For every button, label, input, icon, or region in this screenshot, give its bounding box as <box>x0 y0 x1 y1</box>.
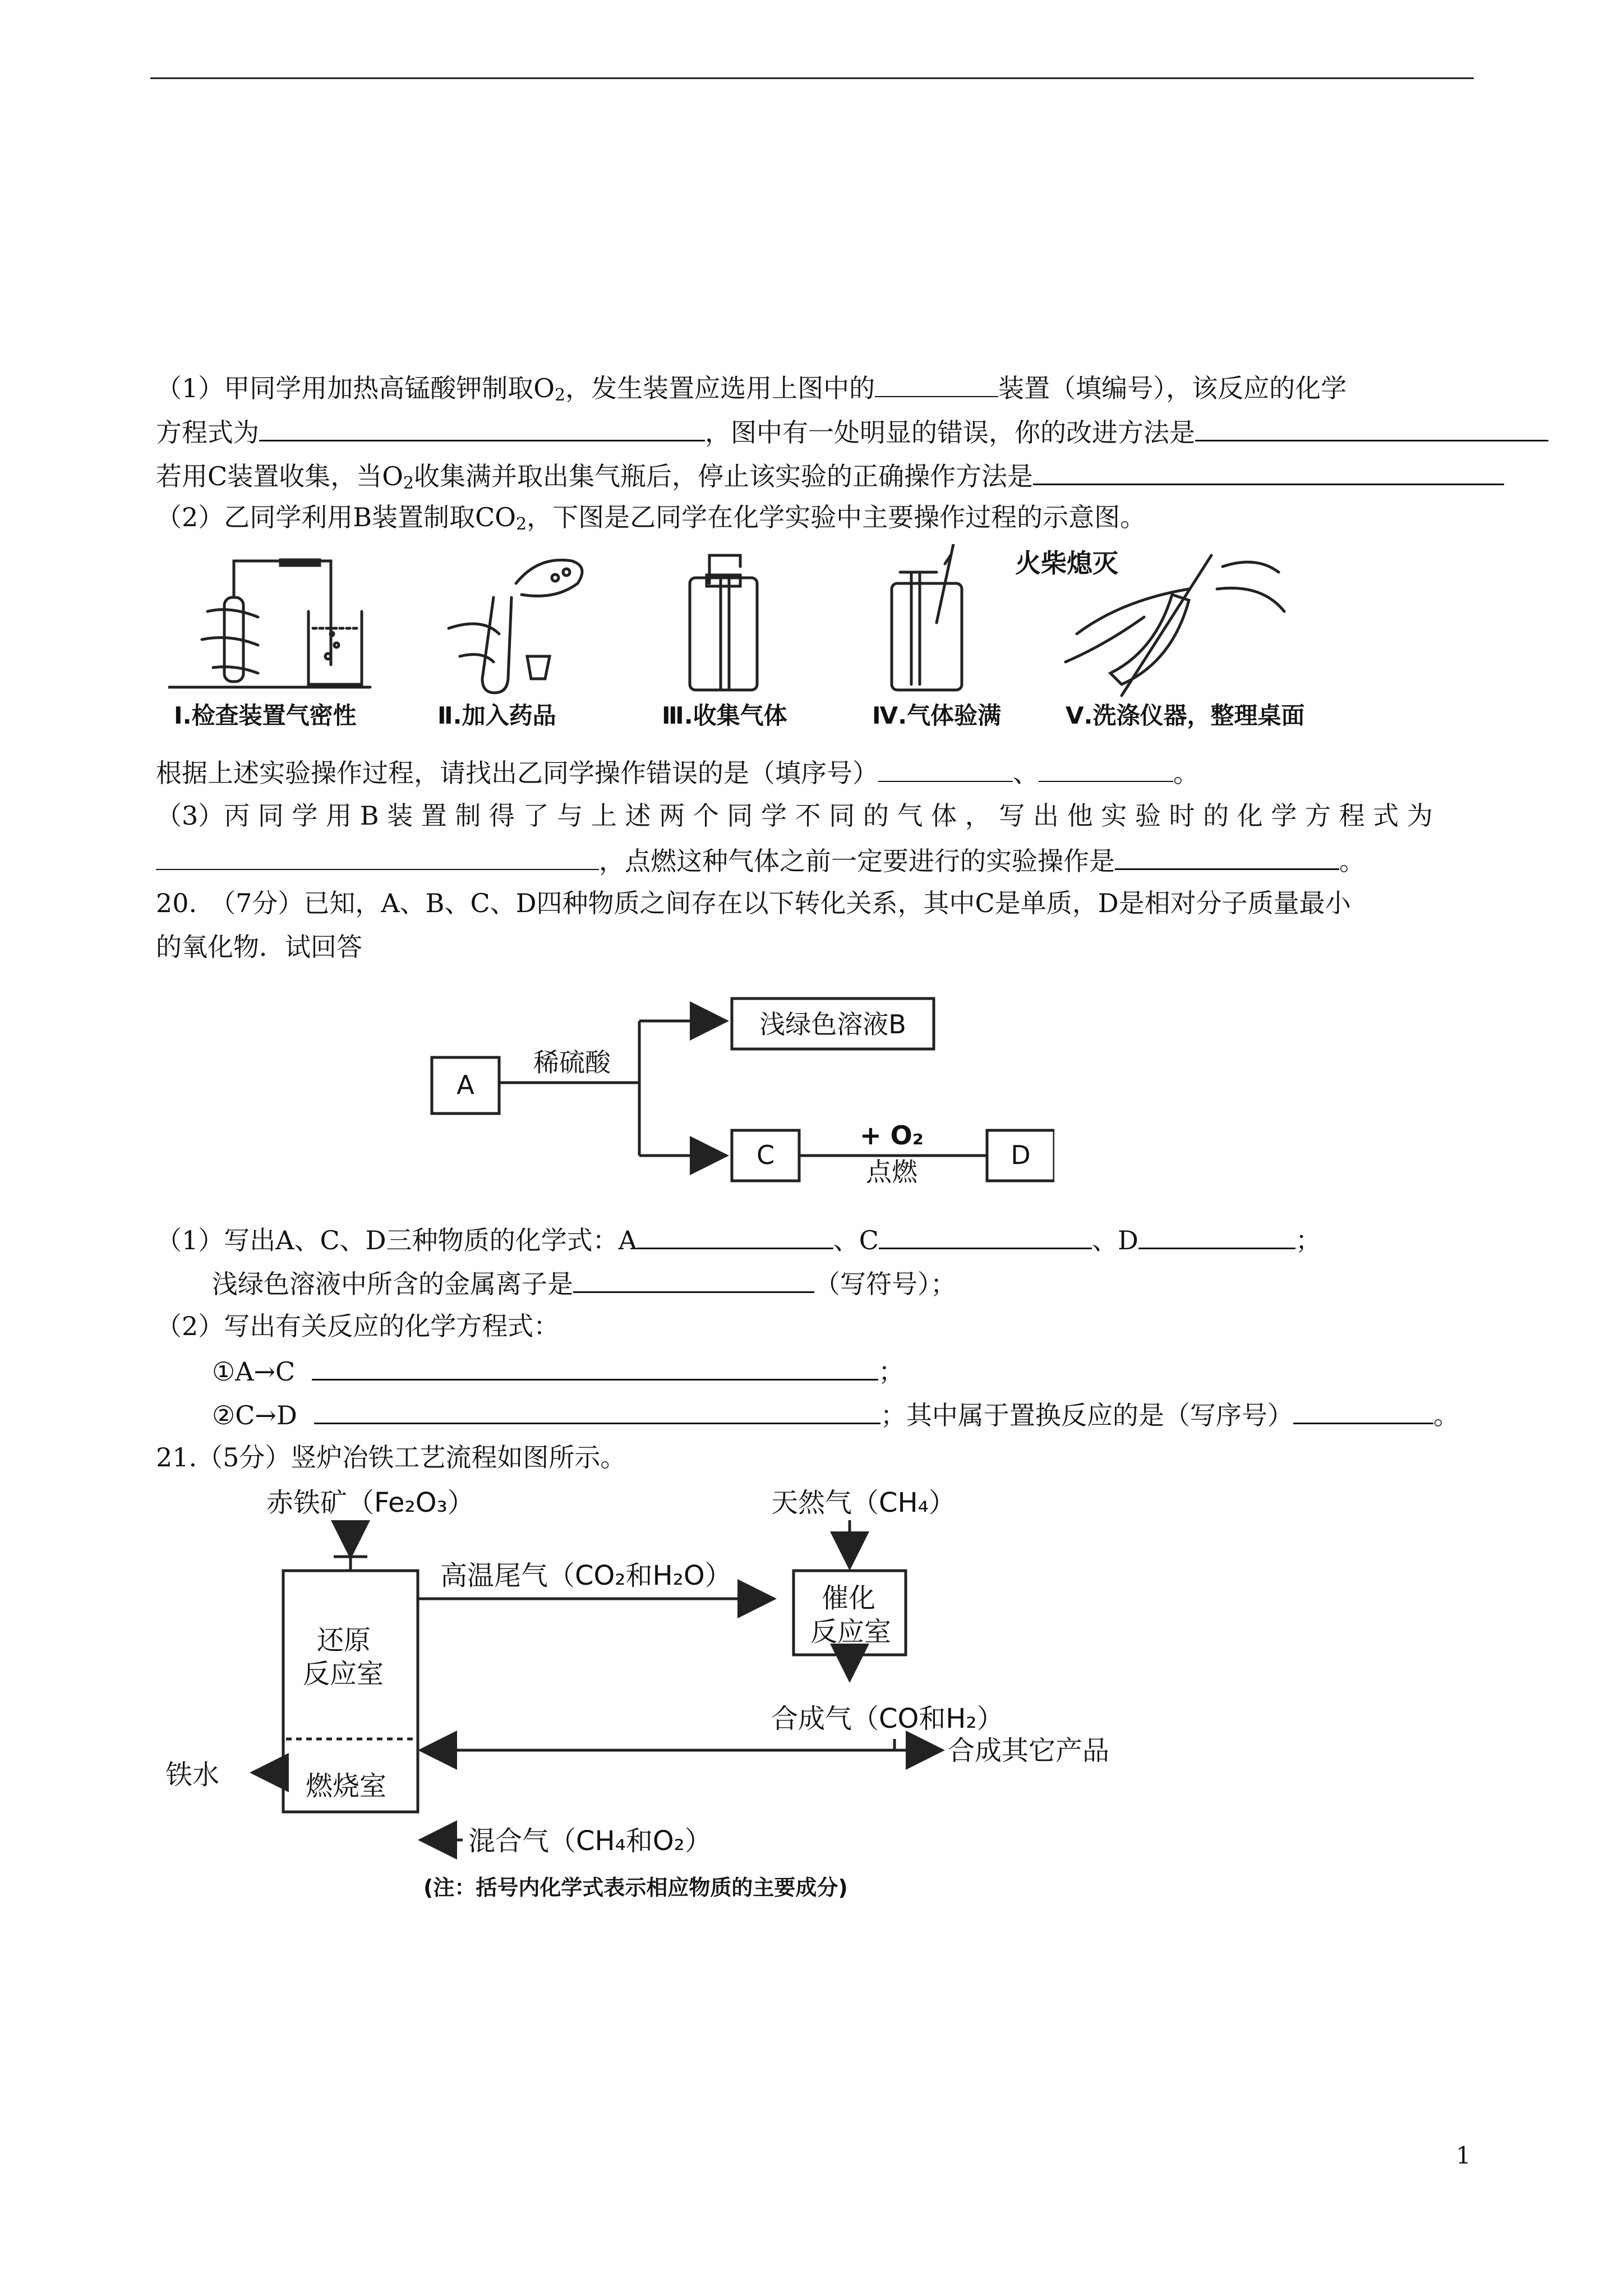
label-reduction-2: 反应室 <box>303 1658 384 1690</box>
answer-blank[interactable] <box>1039 755 1173 782</box>
q20-part1-line2: 浅绿色溶液中所含的金属离子是 （写符号）； <box>212 1266 956 1301</box>
label-ignite: 点燃 <box>866 1157 917 1187</box>
label-molten-iron: 铁水 <box>165 1759 220 1791</box>
q19-part1-line2: 方程式为 ，图中有一处明显的错误，你的改进方法是 <box>156 414 1548 449</box>
q20-reaction1-line: ①A→C ； <box>212 1353 904 1388</box>
adding-reagent-apparatus <box>449 560 582 693</box>
label-d: D <box>1011 1140 1031 1170</box>
answer-blank[interactable] <box>637 1222 833 1249</box>
label-acid: 稀硫酸 <box>533 1047 611 1078</box>
label-o2: + O₂ <box>860 1120 924 1151</box>
airtightness-apparatus <box>168 560 370 687</box>
label-natural-gas: 天然气（CH₄） <box>771 1487 956 1519</box>
label-syngas: 合成气（CO和H₂） <box>771 1703 1004 1734</box>
page-number: 1 <box>1456 2142 1471 2169</box>
label-mixed-gas: 混合气（CH₄和O₂） <box>468 1825 712 1857</box>
flow-note: (注：括号内化学式表示相应物质的主要成分) <box>423 1875 848 1900</box>
answer-blank[interactable] <box>1033 458 1504 485</box>
q19-part2-answer-line: 根据上述实验操作过程，请找出乙同学操作错误的是（填序号） 、 。 <box>156 755 1199 790</box>
q21-line1: 21.（5分）竖炉冶铁工艺流程如图所示。 <box>156 1442 626 1473</box>
step-2-caption: Ⅱ.加入药品 <box>437 702 556 729</box>
answer-blank[interactable] <box>878 755 1013 782</box>
label-c: C <box>756 1140 775 1170</box>
answer-blank[interactable] <box>1115 843 1339 870</box>
label-reduction-1: 还原 <box>317 1625 371 1656</box>
answer-blank[interactable] <box>1195 414 1548 441</box>
answer-blank[interactable] <box>1138 1222 1295 1249</box>
label-catalytic-1: 催化 <box>822 1582 876 1614</box>
answer-blank[interactable] <box>879 1222 1092 1249</box>
match-out-label: 火柴熄灭 <box>1015 548 1118 578</box>
step-5-caption: Ⅴ.洗涤仪器，整理桌面 <box>1066 702 1305 729</box>
label-combustion: 燃烧室 <box>306 1770 387 1802</box>
gas-collection-apparatus <box>690 555 757 690</box>
q20-part2-line: （2）写出有关反应的化学方程式： <box>156 1311 560 1341</box>
answer-blank[interactable] <box>312 1353 878 1381</box>
experiment-steps-figure <box>168 544 1357 735</box>
conversion-diagram <box>426 993 1054 1189</box>
q19-part3-line1: （3）丙 同 学 用 B 装 置 制 得 了 与 上 述 两 个 同 学 不 同 的 气 体 ， 写 出 他 实 验 时 的 化 学 方 程 式 为 <box>156 800 1433 831</box>
answer-blank[interactable] <box>573 1266 814 1293</box>
q19-part3-line2: ，点燃这种气体之前一定要进行的实验操作是 。 <box>156 843 1365 878</box>
label-catalytic-2: 反应室 <box>810 1616 892 1648</box>
q20-reaction2-line: ②C→D ；其中属于置换反应的是（写序号） 。 <box>212 1397 1459 1432</box>
q20-line2: 的氧化物．试回答 <box>156 932 362 962</box>
gas-full-test-apparatus <box>892 544 962 690</box>
q19-part1-line1: （1）甲同学用加热高锰酸钾制取$O_2$，发生装置应选用上图中的 装置（填编号），该反应的化学 <box>156 370 1347 412</box>
answer-blank[interactable] <box>1293 1397 1433 1424</box>
label-other-products: 合成其它产品 <box>948 1735 1110 1766</box>
q20-part1-line1: （1）写出A、C、D三种物质的化学式：A 、C 、D ； <box>156 1222 1321 1257</box>
answer-blank[interactable] <box>156 843 599 870</box>
step-4-caption: Ⅳ.气体验满 <box>872 702 1002 729</box>
answer-blank[interactable] <box>314 1397 880 1424</box>
label-a: A <box>457 1070 474 1100</box>
answer-blank[interactable] <box>875 370 998 397</box>
label-hematite: 赤铁矿（Fe₂O₃） <box>266 1487 474 1519</box>
header-rule <box>150 77 1474 79</box>
step-3-caption: Ⅲ.收集气体 <box>662 702 787 729</box>
q19-part2-line: （2）乙同学利用B装置制取$CO_2$，下图是乙同学在化学实验中主要操作过程的示意图。 <box>156 502 1146 534</box>
q20-line1: 20. （7分）已知，A、B、C、D四种物质之间存在以下转化关系，其中C是单质，D是相对分子质量最小 <box>156 888 1351 918</box>
label-tail-gas: 高温尾气（CO₂和H₂O） <box>440 1560 732 1591</box>
answer-blank[interactable] <box>259 414 705 441</box>
iron-making-flow-diagram <box>165 1487 1152 1913</box>
label-b: 浅绿色溶液B <box>759 1009 906 1039</box>
step-1-caption: Ⅰ.检查装置气密性 <box>174 702 357 729</box>
q19-part1-line3: 若用C装置收集，当$O_2$收集满并取出集气瓶后，停止该实验的正确操作方法是 <box>156 458 1504 500</box>
